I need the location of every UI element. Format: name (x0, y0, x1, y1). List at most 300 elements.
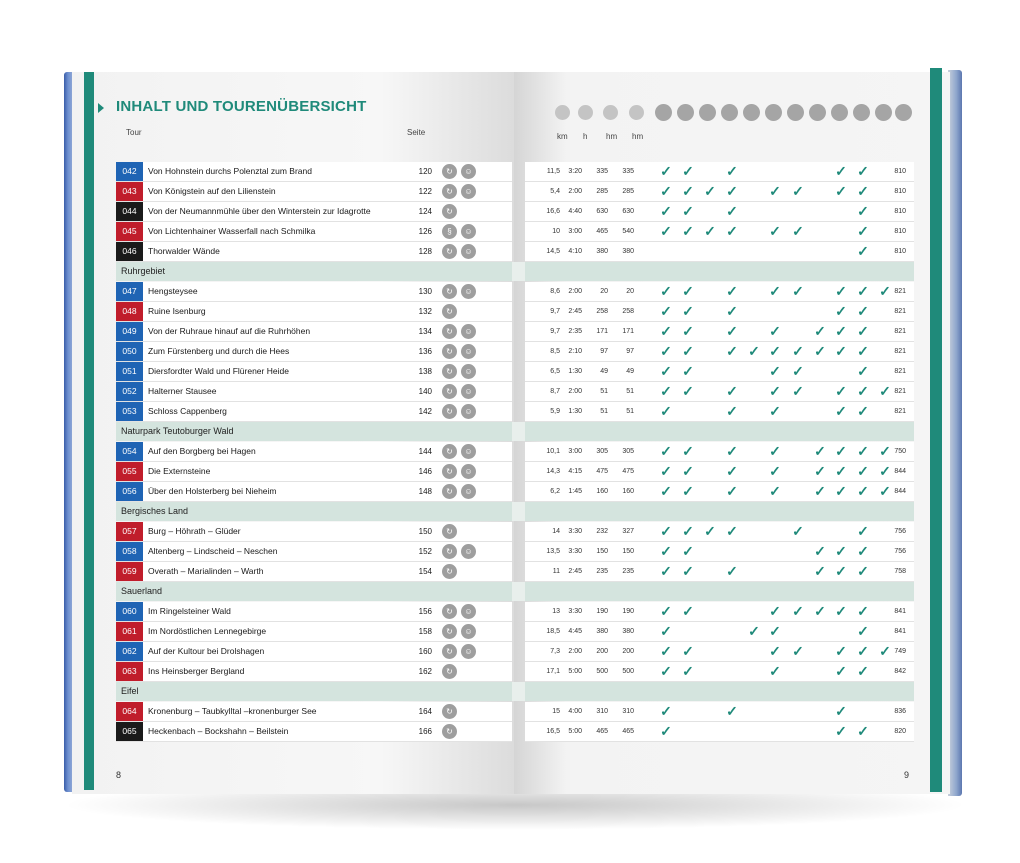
table-row[interactable] (116, 222, 914, 241)
table-row[interactable] (116, 662, 914, 681)
check-icon: ✓ (682, 603, 694, 619)
check-icon: ✓ (726, 163, 738, 179)
table-row[interactable] (116, 622, 914, 641)
check-icon: ✓ (704, 183, 716, 199)
tour-km: 9,7 (550, 328, 560, 335)
table-row[interactable] (116, 522, 914, 541)
check-icon: ✓ (660, 203, 672, 219)
check-icon: ✓ (660, 463, 672, 479)
check-icon: ✓ (660, 223, 672, 239)
header-km: km (557, 132, 568, 141)
tour-up: 51 (600, 408, 608, 415)
uphill-icon (603, 105, 618, 120)
tour-name[interactable]: Auf der Kultour bei Drolshagen (148, 646, 265, 656)
check-icon: ✓ (660, 403, 672, 419)
tour-page: 134 (418, 327, 432, 336)
table-row[interactable] (116, 322, 914, 341)
tour-down: 51 (626, 388, 634, 395)
tour-number: 063 (116, 662, 143, 681)
kids-icon: ☺ (461, 544, 476, 559)
tour-number: 044 (116, 202, 143, 221)
header-h: h (583, 132, 588, 141)
restaurant-icon (721, 104, 738, 121)
tour-km: 5,4 (550, 188, 560, 195)
region-header (116, 422, 914, 441)
check-icon: ✓ (792, 223, 804, 239)
tour-name[interactable]: Heckenbach – Bockshahn – Beilstein (148, 726, 289, 736)
tour-number: 065 (116, 722, 143, 741)
region-header (116, 502, 914, 521)
tour-down: 465 (622, 728, 634, 735)
table-row[interactable] (116, 402, 914, 421)
tour-number: 060 (116, 602, 143, 621)
loop-icon: ↻ (442, 204, 457, 219)
museum-icon (831, 104, 848, 121)
tour-h: 3:00 (568, 228, 582, 235)
check-icon: ✓ (748, 623, 760, 639)
check-icon: ✓ (879, 443, 891, 459)
table-row[interactable] (116, 462, 914, 481)
tour-name[interactable]: Ruine Isenburg (148, 306, 206, 316)
check-icon: ✓ (660, 543, 672, 559)
tour-down: 327 (622, 528, 634, 535)
check-icon: ✓ (857, 183, 869, 199)
check-icon: ✓ (660, 663, 672, 679)
map-number: 750 (894, 448, 906, 455)
table-row[interactable] (116, 362, 914, 381)
tour-name[interactable]: Zum Fürstenberg und durch die Hees (148, 346, 290, 356)
tour-name[interactable]: Hengsteysee (148, 286, 198, 296)
tour-h: 3:30 (568, 528, 582, 535)
map-number: 810 (894, 248, 906, 255)
check-icon: ✓ (857, 563, 869, 579)
check-icon: ✓ (792, 343, 804, 359)
table-row[interactable] (116, 702, 914, 721)
tour-up: 258 (596, 308, 608, 315)
tour-page: 158 (418, 627, 432, 636)
tour-name[interactable]: Im Nordöstlichen Lennegebirge (148, 626, 267, 636)
left-teal-bar (84, 72, 94, 790)
table-row[interactable] (116, 382, 914, 401)
tour-page: 154 (418, 567, 432, 576)
tour-name[interactable]: Von der Neumannmühle über den Winterstein zur Idagrotte (148, 206, 371, 216)
check-icon: ✓ (814, 323, 826, 339)
lake-icon (875, 104, 892, 121)
kids-icon: ☺ (461, 344, 476, 359)
tour-down: 171 (622, 328, 634, 335)
map-number: 756 (894, 528, 906, 535)
kids-icon: ☺ (461, 484, 476, 499)
region-gutter (512, 422, 525, 441)
loop-icon: ↻ (442, 604, 457, 619)
kids-icon: ☺ (461, 644, 476, 659)
loop-icon: ↻ (442, 544, 457, 559)
check-icon: ✓ (792, 643, 804, 659)
tour-number: 059 (116, 562, 143, 581)
tour-h: 5:00 (568, 668, 582, 675)
tour-up: 150 (596, 548, 608, 555)
check-icon: ✓ (726, 183, 738, 199)
table-row[interactable] (116, 642, 914, 661)
tour-number: 053 (116, 402, 143, 421)
check-icon: ✓ (682, 363, 694, 379)
tour-page: 150 (418, 527, 432, 536)
tour-name[interactable]: Burg – Höhrath – Glüder (148, 526, 241, 536)
map-number: 844 (894, 468, 906, 475)
tour-name[interactable]: Altenberg – Lindscheid – Neschen (148, 546, 278, 556)
check-icon: ✓ (835, 463, 847, 479)
tour-km: 8,7 (550, 388, 560, 395)
tour-h: 4:00 (568, 708, 582, 715)
check-icon: ✓ (726, 703, 738, 719)
check-icon: ✓ (879, 483, 891, 499)
tour-km: 10,1 (546, 448, 560, 455)
table-row[interactable] (116, 302, 914, 321)
check-icon: ✓ (792, 523, 804, 539)
check-icon: ✓ (857, 223, 869, 239)
table-row[interactable] (116, 202, 914, 221)
map-number: 841 (894, 608, 906, 615)
train-icon (699, 104, 716, 121)
tour-up: 51 (600, 388, 608, 395)
tour-page: 162 (418, 667, 432, 676)
tour-page: 130 (418, 287, 432, 296)
kids-icon: ☺ (461, 624, 476, 639)
tour-page: 152 (418, 547, 432, 556)
region-gutter (512, 502, 525, 521)
tour-number: 054 (116, 442, 143, 461)
tour-name[interactable]: Auf den Borgberg bei Hagen (148, 446, 256, 456)
tour-name[interactable]: Von der Ruhraue hinauf auf die Ruhrhöhen (148, 326, 311, 336)
table-row[interactable] (116, 602, 914, 621)
tour-up: 335 (596, 168, 608, 175)
tour-number: 056 (116, 482, 143, 501)
tour-down: 97 (626, 348, 634, 355)
map-number: 821 (894, 308, 906, 315)
check-icon: ✓ (769, 363, 781, 379)
check-icon: ✓ (879, 283, 891, 299)
winter-icon (765, 104, 782, 121)
map-number: 841 (894, 628, 906, 635)
tour-km: 18,5 (546, 628, 560, 635)
one-way-icon: § (442, 224, 457, 239)
tour-h: 4:45 (568, 628, 582, 635)
check-icon: ✓ (835, 163, 847, 179)
map-number: 810 (894, 228, 906, 235)
map-number: 836 (894, 708, 906, 715)
check-icon: ✓ (835, 283, 847, 299)
tour-number: 057 (116, 522, 143, 541)
loop-icon: ↻ (442, 724, 457, 739)
tour-number: 049 (116, 322, 143, 341)
tour-page: 120 (418, 167, 432, 176)
check-icon: ✓ (660, 323, 672, 339)
phone-icon (895, 104, 912, 121)
tour-number: 043 (116, 182, 143, 201)
tour-h: 3:00 (568, 448, 582, 455)
table-row[interactable] (116, 542, 914, 561)
map-number: 821 (894, 368, 906, 375)
check-icon: ✓ (682, 283, 694, 299)
tour-name[interactable]: Ins Heinsberger Bergland (148, 666, 245, 676)
check-icon: ✓ (769, 343, 781, 359)
tour-km: 17,1 (546, 668, 560, 675)
tour-name[interactable]: Die Externsteine (148, 466, 211, 476)
tour-h: 5:00 (568, 728, 582, 735)
check-icon: ✓ (835, 303, 847, 319)
table-row[interactable] (116, 182, 914, 201)
tour-km: 16,6 (546, 208, 560, 215)
tour-down: 500 (622, 668, 634, 675)
check-icon: ✓ (769, 603, 781, 619)
check-icon: ✓ (857, 163, 869, 179)
loop-icon: ↻ (442, 364, 457, 379)
tour-name[interactable]: Von Lichtenhainer Wasserfall nach Schmilka (148, 226, 316, 236)
check-icon: ✓ (660, 643, 672, 659)
check-icon: ✓ (682, 183, 694, 199)
check-icon: ✓ (704, 523, 716, 539)
check-icon: ✓ (682, 323, 694, 339)
tour-name[interactable]: Schloss Cappenberg (148, 406, 227, 416)
loop-icon: ↻ (442, 284, 457, 299)
check-icon: ✓ (857, 463, 869, 479)
check-icon: ✓ (857, 603, 869, 619)
loop-icon: ↻ (442, 524, 457, 539)
tour-h: 1:30 (568, 408, 582, 415)
check-icon: ✓ (682, 343, 694, 359)
check-icon: ✓ (682, 303, 694, 319)
tour-number: 050 (116, 342, 143, 361)
tour-page: 126 (418, 227, 432, 236)
check-icon: ✓ (835, 703, 847, 719)
check-icon: ✓ (682, 223, 694, 239)
tour-up: 190 (596, 608, 608, 615)
check-icon: ✓ (814, 563, 826, 579)
tour-up: 630 (596, 208, 608, 215)
header-tour: Tour (126, 128, 142, 137)
region-gutter (512, 682, 525, 701)
loop-icon: ↻ (442, 304, 457, 319)
check-icon: ✓ (660, 343, 672, 359)
table-row[interactable] (116, 482, 914, 501)
map-number: 821 (894, 328, 906, 335)
check-icon: ✓ (682, 203, 694, 219)
check-icon: ✓ (835, 723, 847, 739)
tour-km: 6,2 (550, 488, 560, 495)
tour-h: 4:40 (568, 208, 582, 215)
tour-h: 2:45 (568, 568, 582, 575)
check-icon: ✓ (835, 563, 847, 579)
tour-name[interactable]: Von Hohnstein durchs Polenztal zum Brand (148, 166, 312, 176)
region-title: Bergisches Land (121, 506, 189, 516)
tour-number: 045 (116, 222, 143, 241)
check-icon: ✓ (660, 483, 672, 499)
tour-down: 49 (626, 368, 634, 375)
tour-number: 055 (116, 462, 143, 481)
check-icon: ✓ (857, 403, 869, 419)
tour-name[interactable]: Über den Holsterberg bei Nieheim (148, 486, 277, 496)
check-icon: ✓ (857, 283, 869, 299)
tour-h: 2:35 (568, 328, 582, 335)
check-icon: ✓ (857, 483, 869, 499)
downhill-icon (629, 105, 644, 120)
check-icon: ✓ (769, 483, 781, 499)
kids-icon: ☺ (461, 224, 476, 239)
check-icon: ✓ (660, 563, 672, 579)
tour-h: 2:00 (568, 288, 582, 295)
tour-h: 4:15 (568, 468, 582, 475)
check-icon: ✓ (726, 523, 738, 539)
tour-page: 164 (418, 707, 432, 716)
tour-km: 11,5 (546, 168, 560, 175)
tour-page: 128 (418, 247, 432, 256)
check-icon: ✓ (726, 483, 738, 499)
tour-up: 285 (596, 188, 608, 195)
tour-number: 062 (116, 642, 143, 661)
tour-h: 4:10 (568, 248, 582, 255)
check-icon: ✓ (857, 443, 869, 459)
tour-km: 10 (552, 228, 560, 235)
tour-km: 13 (552, 608, 560, 615)
tour-name[interactable]: Halterner Stausee (148, 386, 217, 396)
map-number: 810 (894, 168, 906, 175)
tour-up: 49 (600, 368, 608, 375)
check-icon: ✓ (835, 343, 847, 359)
check-icon: ✓ (857, 543, 869, 559)
table-row[interactable] (116, 442, 914, 461)
map-number: 844 (894, 488, 906, 495)
tour-page: 140 (418, 387, 432, 396)
right-teal-bar (930, 68, 942, 792)
tour-number: 048 (116, 302, 143, 321)
tour-name[interactable]: Von Königstein auf den Lilienstein (148, 186, 276, 196)
table-row[interactable] (116, 282, 914, 301)
table-row[interactable] (116, 162, 914, 181)
loop-icon: ↻ (442, 484, 457, 499)
check-icon: ✓ (682, 163, 694, 179)
map-number: 842 (894, 668, 906, 675)
tour-down: 335 (622, 168, 634, 175)
check-icon: ✓ (792, 603, 804, 619)
tour-down: 380 (622, 248, 634, 255)
check-icon: ✓ (660, 183, 672, 199)
check-icon: ✓ (835, 543, 847, 559)
book-edge-right (948, 70, 962, 796)
tour-h: 3:30 (568, 608, 582, 615)
tour-down: 160 (622, 488, 634, 495)
table-row[interactable] (116, 562, 914, 581)
region-title: Ruhrgebiet (121, 266, 166, 276)
table-row[interactable] (116, 722, 914, 741)
region-title: Eifel (121, 686, 139, 696)
tour-page: 160 (418, 647, 432, 656)
loop-icon: ↻ (442, 184, 457, 199)
tour-down: 285 (622, 188, 634, 195)
tour-up: 465 (596, 228, 608, 235)
check-icon: ✓ (682, 663, 694, 679)
region-header (116, 262, 914, 281)
tour-name[interactable]: Overath – Marialinden – Warth (148, 566, 264, 576)
check-icon: ✓ (660, 303, 672, 319)
tour-name[interactable]: Diersfordter Wald und Flürener Heide (148, 366, 289, 376)
loop-icon: ↻ (442, 664, 457, 679)
check-icon: ✓ (835, 403, 847, 419)
camping-icon (743, 104, 760, 121)
check-icon: ✓ (857, 383, 869, 399)
check-icon: ✓ (835, 663, 847, 679)
check-icon: ✓ (660, 283, 672, 299)
check-icon: ✓ (814, 543, 826, 559)
tour-up: 235 (596, 568, 608, 575)
tour-km: 8,5 (550, 348, 560, 355)
tour-km: 14 (552, 528, 560, 535)
check-icon: ✓ (726, 563, 738, 579)
check-icon: ✓ (879, 643, 891, 659)
check-icon: ✓ (748, 343, 760, 359)
loop-icon: ↻ (442, 564, 457, 579)
loop-icon: ↻ (442, 384, 457, 399)
tour-up: 465 (596, 728, 608, 735)
check-icon: ✓ (769, 463, 781, 479)
tour-h: 3:30 (568, 548, 582, 555)
map-number: 810 (894, 188, 906, 195)
map-number: 756 (894, 548, 906, 555)
tour-down: 305 (622, 448, 634, 455)
tour-name[interactable]: Kronenburg – Taubkylltal –kronenburger See (148, 706, 317, 716)
tour-down: 190 (622, 608, 634, 615)
tour-up: 475 (596, 468, 608, 475)
check-icon: ✓ (879, 463, 891, 479)
check-icon: ✓ (857, 623, 869, 639)
tour-up: 171 (596, 328, 608, 335)
check-icon: ✓ (660, 723, 672, 739)
tour-page: 124 (418, 207, 432, 216)
tour-number: 047 (116, 282, 143, 301)
loop-icon: ↻ (442, 444, 457, 459)
tour-km: 9,7 (550, 308, 560, 315)
tour-up: 380 (596, 628, 608, 635)
check-icon: ✓ (857, 203, 869, 219)
tour-km: 13,5 (546, 548, 560, 555)
tour-down: 51 (626, 408, 634, 415)
check-icon: ✓ (660, 703, 672, 719)
check-icon: ✓ (682, 483, 694, 499)
tour-number: 058 (116, 542, 143, 561)
tour-down: 20 (626, 288, 634, 295)
tour-h: 2:10 (568, 348, 582, 355)
check-icon: ✓ (682, 643, 694, 659)
check-icon: ✓ (726, 343, 738, 359)
car-icon (809, 104, 826, 121)
check-icon: ✓ (857, 323, 869, 339)
tour-page: 138 (418, 367, 432, 376)
check-icon: ✓ (704, 223, 716, 239)
kids-icon: ☺ (461, 384, 476, 399)
parking-icon (655, 104, 672, 121)
table-row[interactable] (116, 342, 914, 361)
tour-name[interactable]: Im Ringelsteiner Wald (148, 606, 231, 616)
region-gutter (512, 582, 525, 601)
check-icon: ✓ (769, 283, 781, 299)
check-icon: ✓ (726, 463, 738, 479)
tour-name[interactable]: Thorwalder Wände (148, 246, 220, 256)
check-icon: ✓ (660, 383, 672, 399)
check-icon: ✓ (726, 323, 738, 339)
table-row[interactable] (116, 242, 914, 261)
check-icon: ✓ (726, 383, 738, 399)
loop-icon: ↻ (442, 644, 457, 659)
tour-down: 258 (622, 308, 634, 315)
